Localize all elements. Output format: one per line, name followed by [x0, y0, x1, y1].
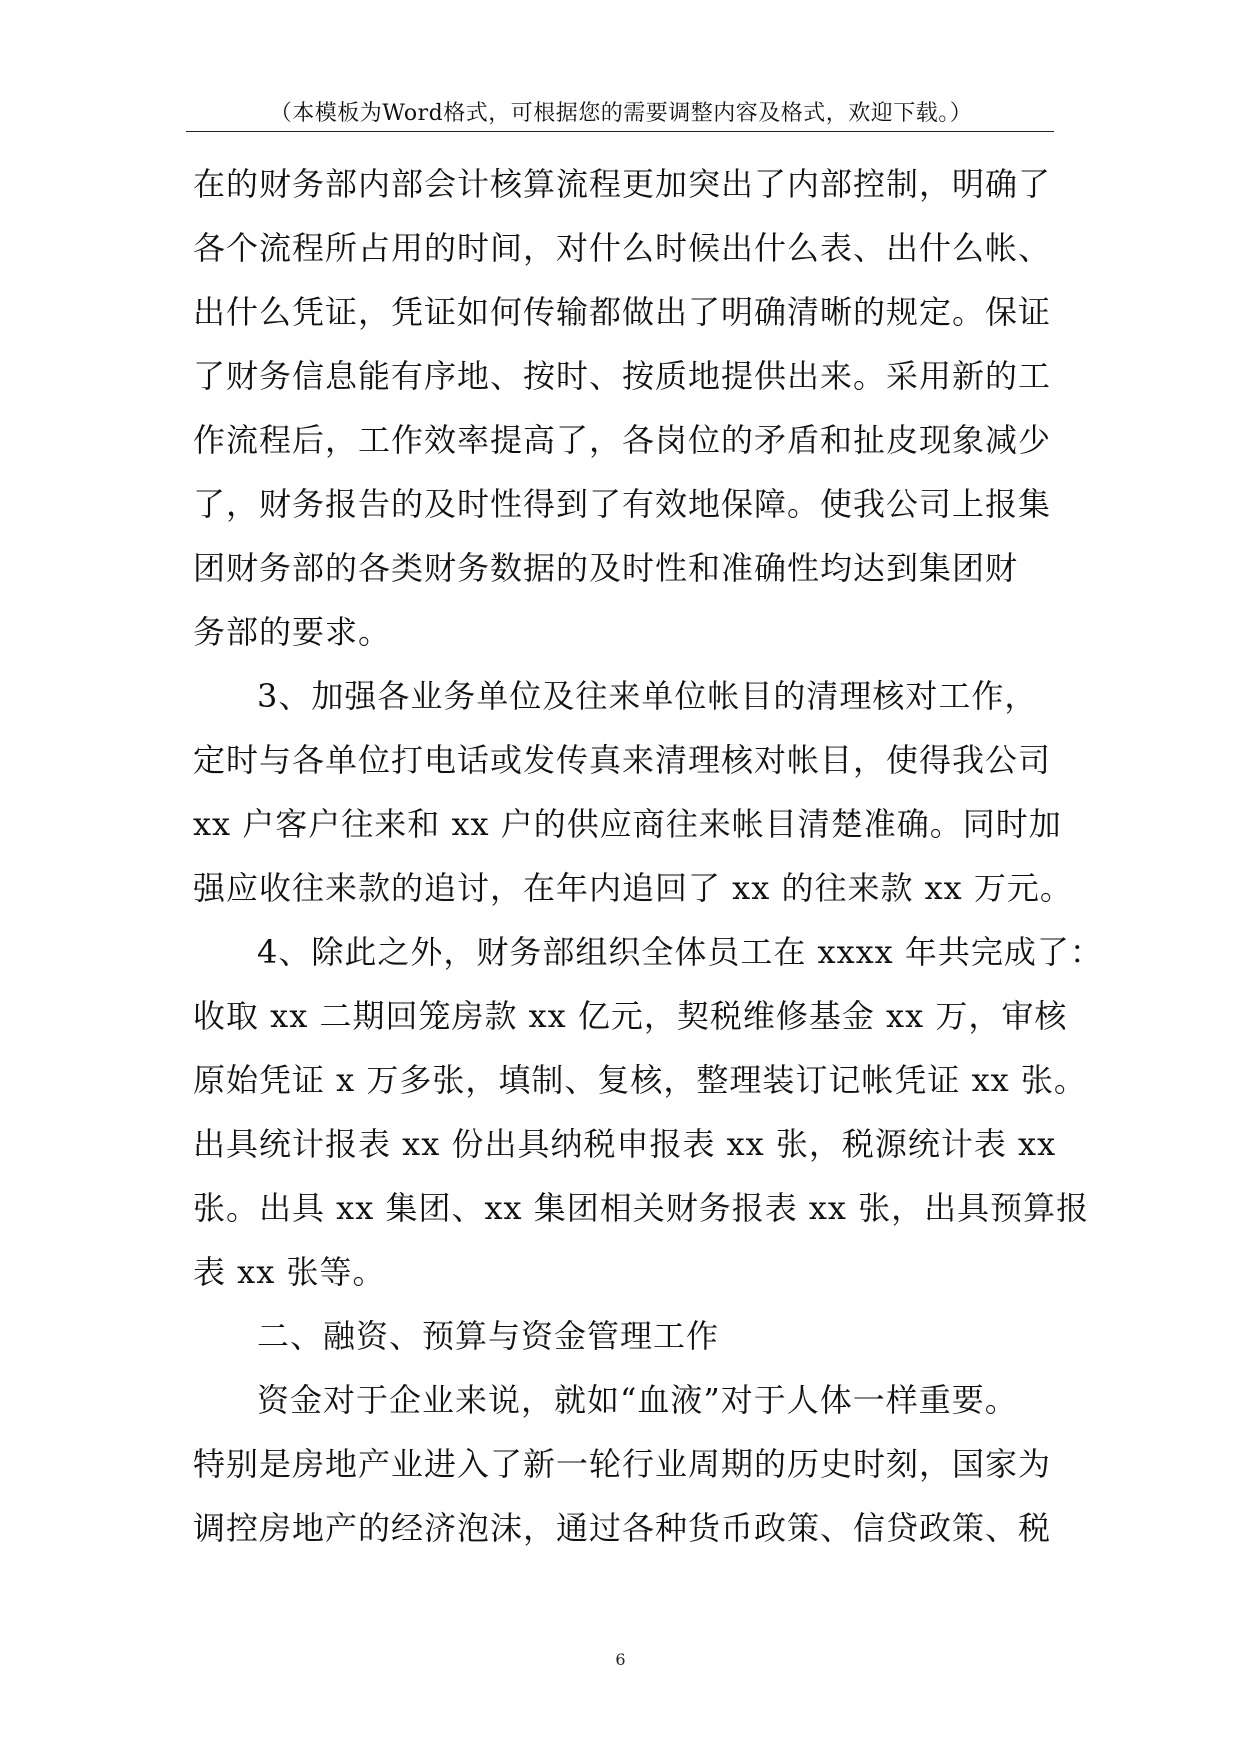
text-line: 调控房地产的经济泡沫，通过各种货币政策、信贷政策、税: [193, 1509, 1052, 1547]
paragraph-heading-4: 4、除此之外，财务部组织全体员工在 xxxx 年共完成了：: [257, 933, 1103, 971]
text-line: 在的财务部内部会计核算流程更加突出了内部控制，明确了: [193, 165, 1052, 203]
paragraph-start: 资金对于企业来说，就如“血液”对于人体一样重要。: [257, 1381, 1018, 1419]
text-line: 张。出具 xx 集团、xx 集团相关财务报表 xx 张，出具预算报: [193, 1189, 1090, 1227]
header-note: （本模板为Word格式，可根据您的需要调整内容及格式，欢迎下载。）: [269, 101, 973, 126]
text-line: 表 xx 张等。: [193, 1253, 386, 1291]
text-line: 务部的要求。: [193, 613, 392, 651]
text-line: 各个流程所占用的时间，对什么时候出什么表、出什么帐、: [193, 229, 1052, 267]
section-heading: 二、融资、预算与资金管理工作: [257, 1317, 720, 1355]
body-text: [193, 152, 1103, 1560]
text-line: 收取 xx 二期回笼房款 xx 亿元，契税维修基金 xx 万，审核: [193, 997, 1068, 1035]
text-line: 出具统计报表 xx 份出具纳税申报表 xx 张，税源统计表 xx: [193, 1125, 1057, 1163]
text-line: 定时与各单位打电话或发传真来清理核对帐目，使得我公司: [193, 741, 1052, 779]
text-line: 作流程后，工作效率提高了，各岗位的矛盾和扯皮现象减少: [193, 421, 1052, 459]
paragraph-heading-3: 3、加强各业务单位及往来单位帐目的清理核对工作，: [257, 677, 1038, 715]
text-line: 了，财务报告的及时性得到了有效地保障。使我公司上报集: [193, 485, 1052, 523]
text-line: 特别是房地产业进入了新一轮行业周期的历史时刻，国家为: [193, 1445, 1052, 1483]
page-number: 6: [615, 1650, 626, 1669]
text-line: 团财务部的各类财务数据的及时性和准确性均达到集团财: [193, 549, 1019, 587]
header-divider: [186, 131, 1054, 132]
text-line: 出什么凭证，凭证如何传输都做出了明确清晰的规定。保证: [193, 293, 1052, 331]
text-line: 原始凭证 x 万多张，填制、复核，整理装订记帐凭证 xx 张。: [193, 1061, 1087, 1099]
text-line: 了财务信息能有序地、按时、按质地提供出来。采用新的工: [193, 357, 1052, 395]
text-line: 强应收往来款的追讨，在年内追回了 xx 的往来款 xx 万元。: [193, 869, 1073, 907]
text-line: xx 户客户往来和 xx 户的供应商往来帐目清楚准确。同时加: [193, 805, 1062, 843]
